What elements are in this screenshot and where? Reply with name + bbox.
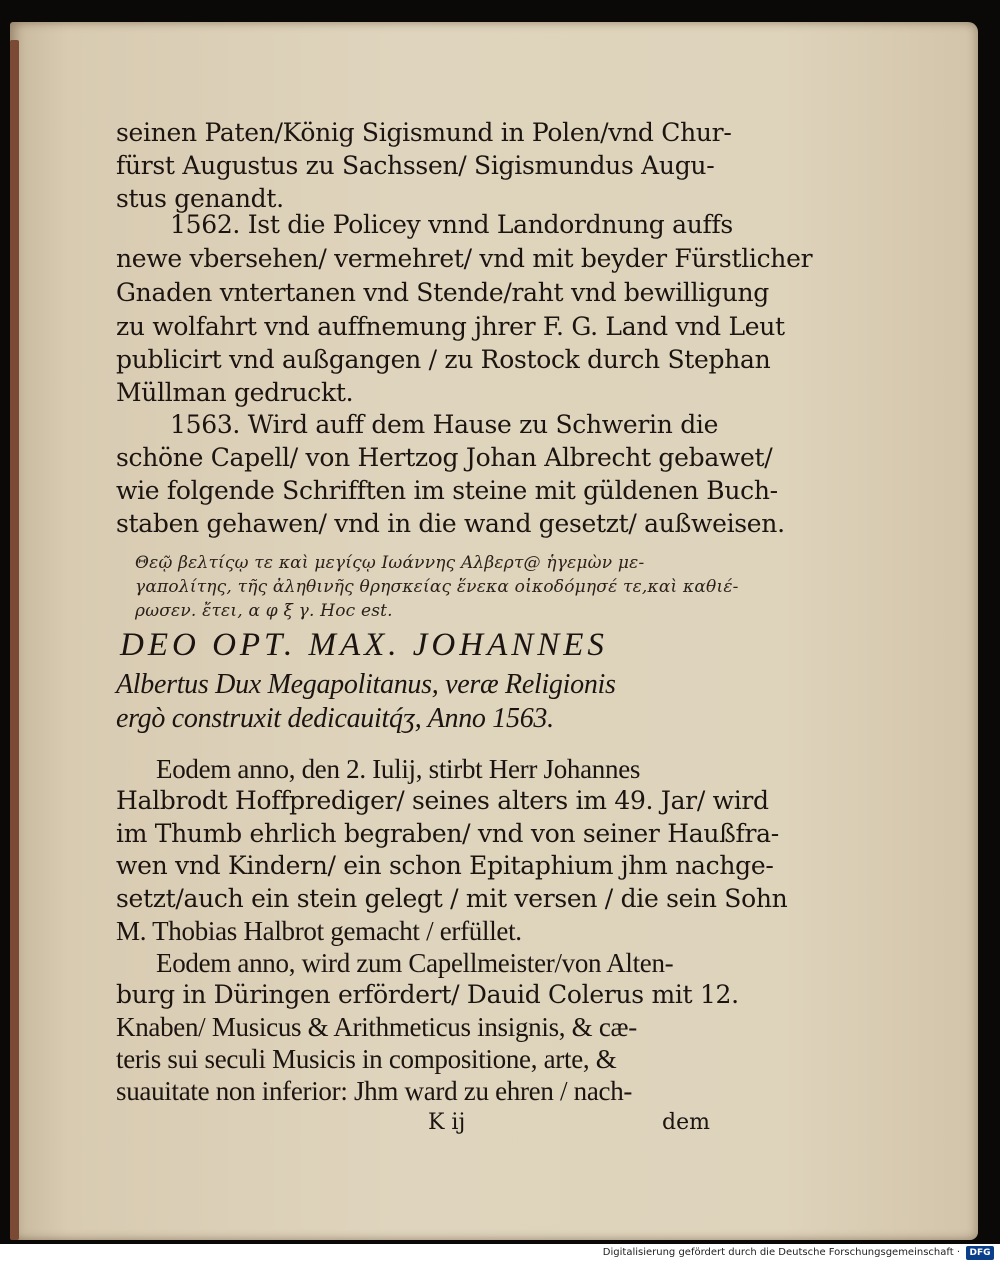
- text-line: fürst Augustus zu Sachssen/ Sigismundus Augu-: [116, 151, 715, 180]
- text-line: Gnaden vntertanen vnd Stende/raht vnd bewilligung: [116, 278, 770, 307]
- text-line: schöne Capell/ von Hertzog Johan Albrecht gebawet/: [116, 443, 773, 472]
- catchword: dem: [662, 1110, 710, 1135]
- text-line: wen vnd Kindern/ ein schon Epitaphium jhm nachge-: [116, 851, 774, 880]
- latin-inscription-caps: DEO OPT. MAX. JOHANNES: [120, 627, 608, 663]
- greek-line: Θεῷ βελτίςῳ τε καὶ μεγίςῳ Ιωάννης Αλβερτ@ ἡγεμὼν με-: [135, 553, 645, 573]
- greek-line: γαπολίτης, τῆς ἀληθινῆς θρησκείας ἕνεκα οἰκοδόμησέ τε,καὶ καθιέ-: [135, 577, 739, 597]
- text-line: Eodem anno, wird zum Capellmeister/von Alten-: [156, 948, 674, 978]
- footer-credit: Digitalisierung gefördert durch die Deutsche Forschungsgemeinschaft ·: [602, 1247, 960, 1258]
- text-line: teris sui seculi Musicis in compositione, arte, &: [116, 1044, 617, 1074]
- text-line: M. Thobias Halbrot gemacht / erfüllet.: [116, 916, 522, 946]
- text-line: 1563. Wird auff dem Hause zu Schwerin die: [170, 410, 719, 439]
- dfg-logo-icon: DFG: [966, 1246, 994, 1260]
- book-page: [10, 22, 978, 1240]
- text-line: 1562. Ist die Policey vnnd Landordnung auffs: [170, 210, 733, 239]
- text-line: Müllman gedruckt.: [116, 378, 354, 407]
- text-line: burg in Düringen erfördert/ Dauid Colerus mit 12.: [116, 980, 739, 1009]
- text-line: Halbrodt Hoffprediger/ seines alters im 49. Jar/ wird: [116, 786, 769, 815]
- text-line: stus genandt.: [116, 184, 284, 213]
- text-line: wie folgende Schrifften im steine mit güldenen Buch-: [116, 476, 778, 505]
- text-line: staben gehawen/ vnd in die wand gesetzt/ außweisen.: [116, 509, 785, 538]
- text-line: setzt/auch ein stein gelegt / mit versen / die sein Sohn: [116, 884, 788, 913]
- text-line: im Thumb ehrlich begraben/ vnd von seiner Haußfra-: [116, 819, 779, 848]
- text-line: Eodem anno, den 2. Iulij, stirbt Herr Johannes: [156, 754, 641, 784]
- text-line: publicirt vnd außgangen / zu Rostock durch Stephan: [116, 345, 771, 374]
- signature-mark: K ij: [428, 1110, 466, 1135]
- page-text: [10, 22, 978, 1240]
- greek-line: ρωσεν. ἔτει, α φ ξ γ. Hoc est.: [135, 601, 393, 621]
- latin-inscription-line: ergò construxit dedicauitq́ʒ, Anno 1563.: [116, 703, 554, 734]
- text-line: Knaben/ Musicus & Arithmeticus insignis, & cæ-: [116, 1012, 637, 1042]
- latin-inscription-line: Albertus Dux Megapolitanus, veræ Religionis: [116, 669, 616, 700]
- text-line: zu wolfahrt vnd auffnemung jhrer F. G. Land vnd Leut: [116, 312, 785, 341]
- text-line: seinen Paten/König Sigismund in Polen/vnd Chur-: [116, 118, 732, 147]
- text-line: newe vbersehen/ vermehret/ vnd mit beyder Fürstlicher: [116, 244, 813, 273]
- text-line: suauitate non inferior: Jhm ward zu ehren / nach-: [116, 1076, 633, 1106]
